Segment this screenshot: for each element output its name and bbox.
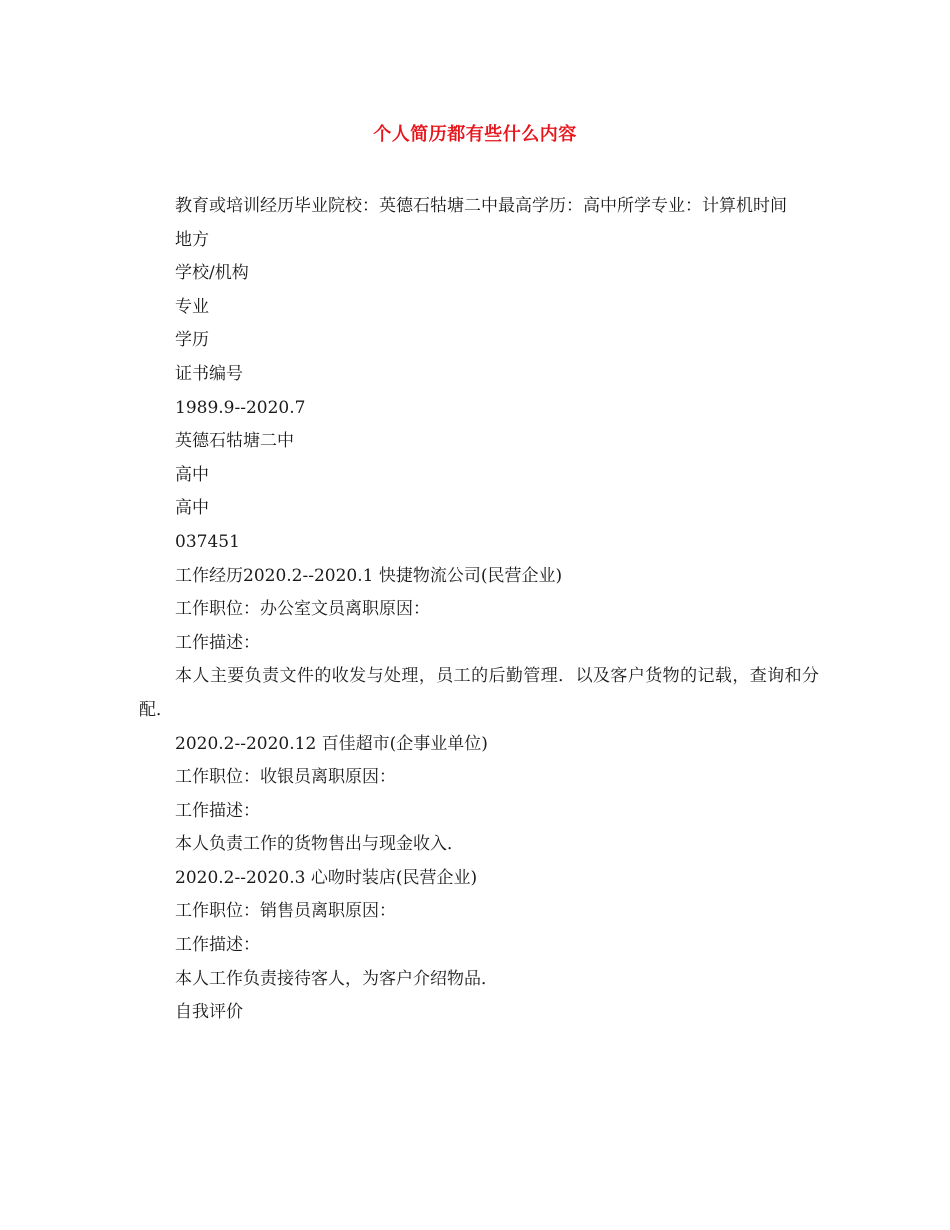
paragraph: 学历	[175, 330, 209, 351]
paragraph: 教育或培训经历毕业院校：英德石牯塘二中最高学历：高中所学专业：计算机时间	[175, 196, 787, 216]
paragraph: 本人主要负责文件的收发与处理，员工的后勤管理．以及客户货物的记载，查询和分配．	[139, 666, 819, 720]
paragraph: 工作描述：	[175, 800, 260, 821]
paragraph: 学校/机构	[175, 263, 249, 284]
document-title: 个人简历都有些什么内容	[373, 124, 577, 145]
paragraph: 高中	[175, 498, 209, 519]
paragraph: 工作经历2020.2--2020.1 快捷物流公司(民营企业)	[175, 565, 563, 586]
paragraph: 工作职位：收银员离职原因：	[175, 767, 396, 788]
paragraph: 本人工作负责接待客人，为客户介绍物品．	[175, 968, 498, 989]
paragraph: 1989.9--2020.7	[175, 397, 306, 418]
paragraph: 2020.2--2020.12 百佳超市(企事业单位)	[175, 733, 488, 754]
paragraph: 专业	[175, 296, 209, 317]
paragraph: 工作描述：	[175, 632, 260, 653]
paragraph: 2020.2--2020.3 心吻时装店(民营企业)	[175, 867, 478, 888]
paragraph: 本人负责工作的货物售出与现金收入．	[175, 834, 464, 855]
paragraph: 工作职位：办公室文员离职原因：	[175, 599, 430, 620]
paragraph: 英德石牯塘二中	[175, 431, 294, 452]
paragraph: 高中	[175, 464, 209, 485]
paragraph: 地方	[175, 229, 209, 250]
paragraph: 自我评价	[175, 1002, 243, 1023]
paragraph: 037451	[175, 531, 240, 552]
paragraph: 证书编号	[175, 363, 243, 384]
paragraph: 工作职位：销售员离职原因：	[175, 901, 396, 922]
paragraph: 工作描述：	[175, 935, 260, 956]
document-body	[139, 190, 819, 1030]
